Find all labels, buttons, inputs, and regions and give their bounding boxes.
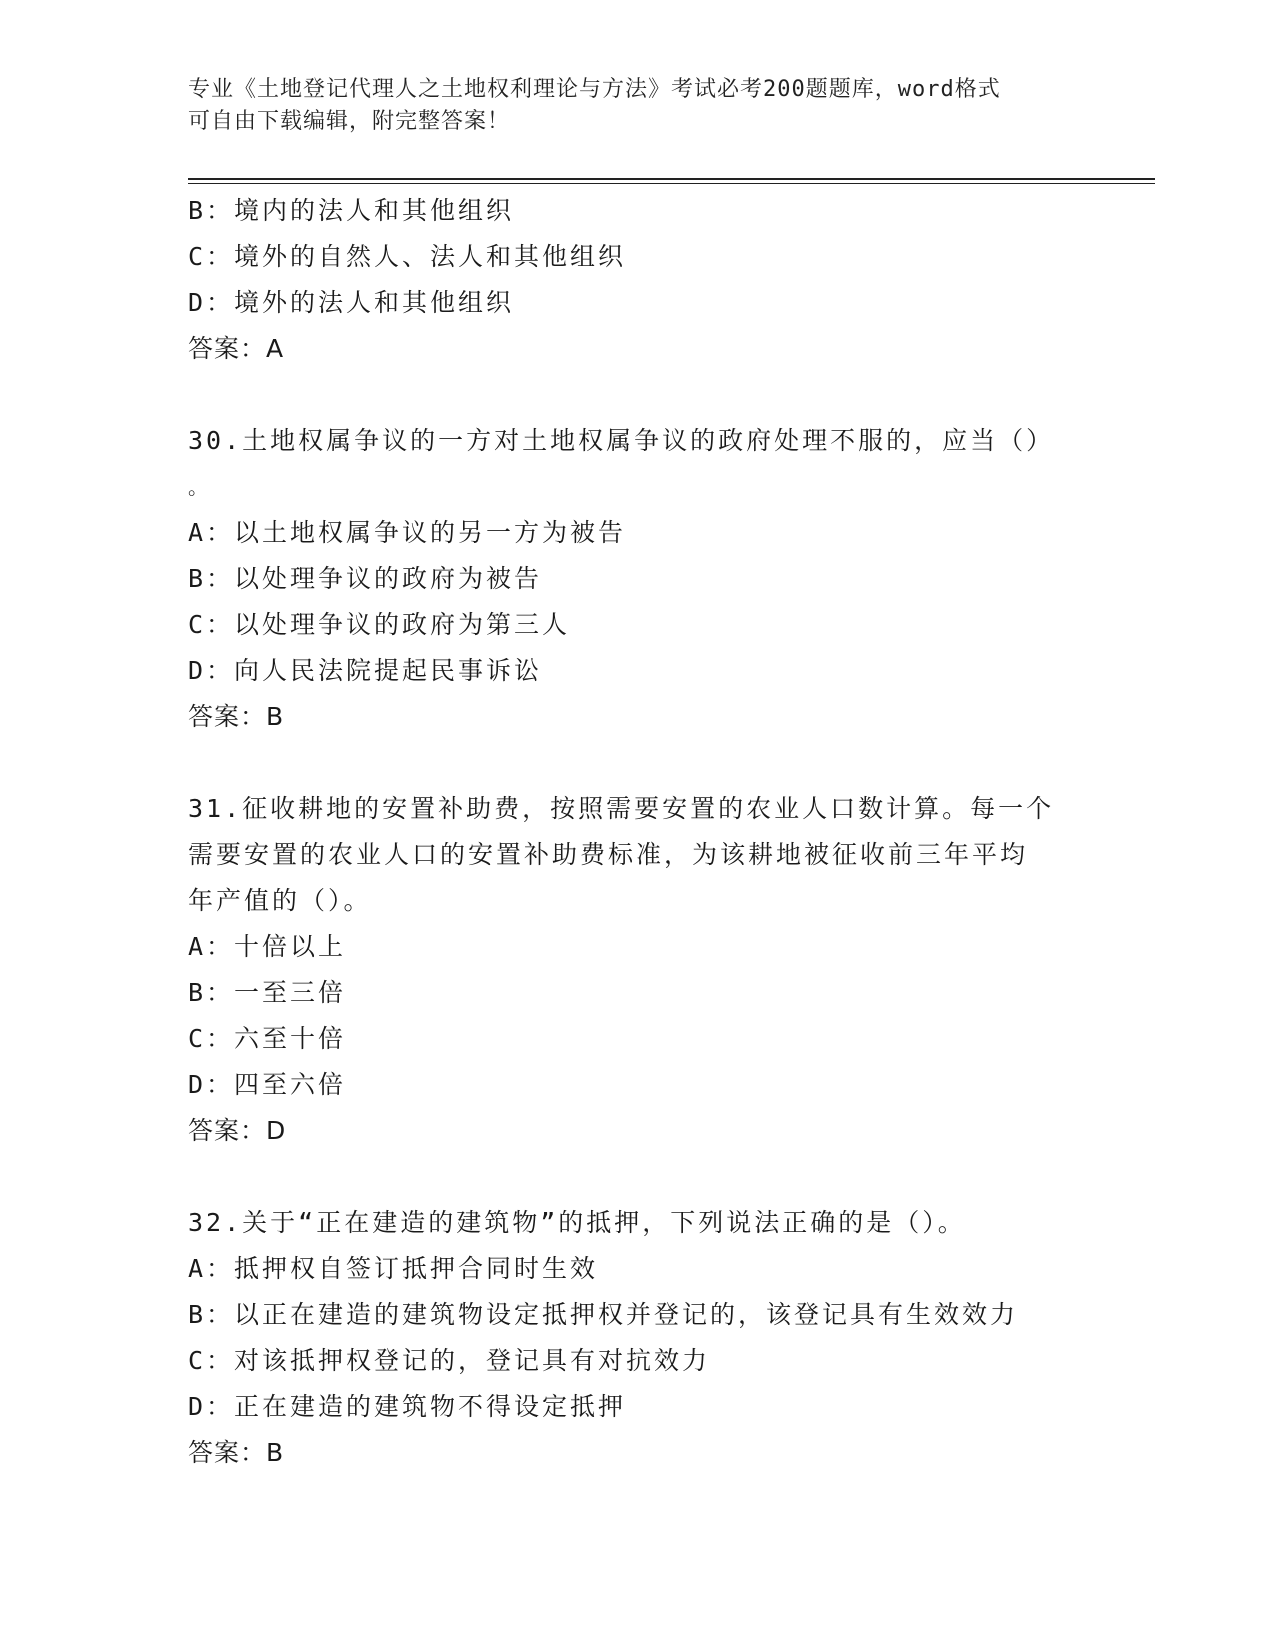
question-block-prev — [188, 188, 1148, 372]
answer-line: 答案：B — [188, 1438, 285, 1467]
header-line-2: 可自由下载编辑，附完整答案！ — [188, 109, 511, 134]
option-b: B：以处理争议的政府为被告 — [188, 564, 543, 593]
option-c: C：以处理争议的政府为第三人 — [188, 610, 571, 639]
option-b: B：以正在建造的建筑物设定抵押权并登记的，该登记具有生效效力 — [188, 1300, 1019, 1329]
option-c: C：境外的自然人、法人和其他组织 — [188, 242, 627, 271]
option-a: A：十倍以上 — [188, 932, 347, 961]
option-d: D：四至六倍 — [188, 1070, 347, 1099]
option-d: D：正在建造的建筑物不得设定抵押 — [188, 1392, 627, 1421]
question-block-32 — [188, 1200, 1148, 1476]
header-line-1: 专业《土地登记代理人之土地权利理论与方法》考试必考200题题库，word格式 — [188, 77, 1001, 102]
option-b: B：一至三倍 — [188, 978, 347, 1007]
question-stem-line: 30.土地权属争议的一方对土地权属争议的政府处理不服的，应当（） — [188, 426, 1055, 455]
option-a: A：以土地权属争议的另一方为被告 — [188, 518, 627, 547]
question-stem-line: 年产值的（）。 — [188, 886, 372, 915]
spacer — [188, 372, 1148, 418]
answer-line: 答案：B — [188, 702, 285, 731]
spacer — [188, 740, 1148, 786]
document-header — [188, 74, 1088, 138]
option-b: B：境内的法人和其他组织 — [188, 196, 515, 225]
question-stem-line: 需要安置的农业人口的安置补助费标准，为该耕地被征收前三年平均 — [188, 840, 1029, 869]
option-d: D：境外的法人和其他组织 — [188, 288, 515, 317]
option-a: A：抵押权自签订抵押合同时生效 — [188, 1254, 599, 1283]
question-block-30 — [188, 418, 1148, 740]
option-d: D：向人民法院提起民事诉讼 — [188, 656, 543, 685]
question-stem-line: 31.征收耕地的安置补助费，按照需要安置的农业人口数计算。每一个 — [188, 794, 1055, 823]
question-stem-line: 。 — [188, 475, 211, 499]
spacer — [188, 1154, 1148, 1200]
document-body — [188, 188, 1148, 1476]
option-c: C：对该抵押权登记的，登记具有对抗效力 — [188, 1346, 711, 1375]
answer-line: 答案：A — [188, 334, 285, 363]
answer-line: 答案：D — [188, 1116, 287, 1145]
option-c: C：六至十倍 — [188, 1024, 347, 1053]
header-divider-thin — [188, 183, 1155, 184]
question-stem-line: 32.关于“正在建造的建筑物”的抵押，下列说法正确的是（）。 — [188, 1208, 966, 1237]
question-block-31 — [188, 786, 1148, 1154]
header-divider — [188, 178, 1155, 180]
